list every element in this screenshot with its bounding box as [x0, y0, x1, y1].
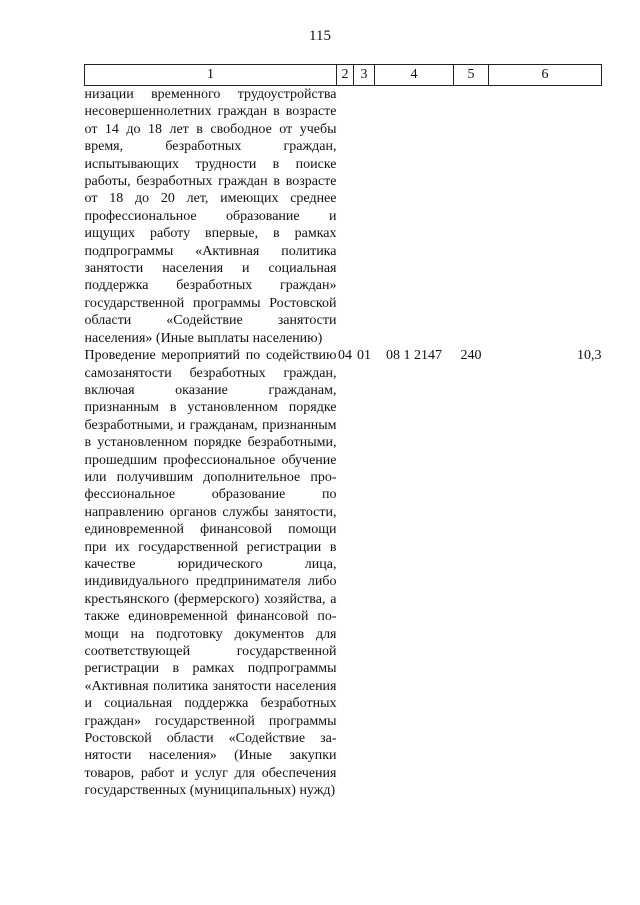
row-target-article-code: 08 1 2147	[386, 348, 442, 364]
row-section-code: 04	[338, 348, 352, 364]
row-description: низации временного трудоустройства несовершеннолетних граждан в возрасте от 14 до 18 лет в свободное от учебы время, безработных граждан, испытывающих трудности в поиске работы, безработных граждан в возрасте от 18 до 20 лет, имеющих среднее профессиональное образование и ищущих работу впервые, в рамках подпрограммы «Активная политика занятости населения и социальная поддержка безработных граждан» государственной программы Ростовской области «Содействие занятости населения» (Иные выплаты населению)	[84, 87, 337, 346]
budget-table	[84, 64, 602, 800]
row-amount: 10,3	[577, 348, 602, 364]
page-number: 115	[309, 28, 331, 44]
table-row	[85, 347, 602, 800]
column-header-6: 6	[489, 65, 602, 86]
row-expense-type-code: 240	[460, 348, 482, 364]
row-section-code	[337, 86, 354, 348]
column-header-5: 5	[454, 65, 489, 86]
row-description: Проведение мероприятий по содействию самозанятости безработных граждан, включая оказание гражданам, признанным в установленном порядке безработными, и гражданам, признанным в установленном порядке безработными, прошедшим профессиональное обучение или получившим дополнительное профессиональное образование по направлению органов службы занятости, единовременной финансовой помощи при их государственной регистрации в качестве юридического лица, индивидуального предпринимателя либо крестьянского (фермерского) хозяйства, а также единовременной финансовой помощи на подготовку документов для соответствующей государственной регистрации в рамках подпрограммы «Активная политика занятости населения и социальная поддержка безработных граждан» государственной программы Ростовской области «Содействие занятости населения» (Иные закупки товаров, работ и услуг для обеспечения государственных (муниципальных) нужд)	[84, 348, 337, 799]
column-header-2: 2	[337, 65, 354, 86]
table-header-row	[85, 65, 602, 86]
column-header-4: 4	[375, 65, 454, 86]
row-subsection-code	[354, 86, 375, 348]
table-row	[85, 86, 602, 348]
column-header-1: 1	[85, 65, 337, 86]
column-header-3: 3	[354, 65, 375, 86]
row-expense-type-code	[454, 86, 489, 348]
row-amount	[489, 86, 602, 348]
row-target-article-code	[375, 86, 454, 348]
row-subsection-code: 01	[357, 348, 371, 364]
